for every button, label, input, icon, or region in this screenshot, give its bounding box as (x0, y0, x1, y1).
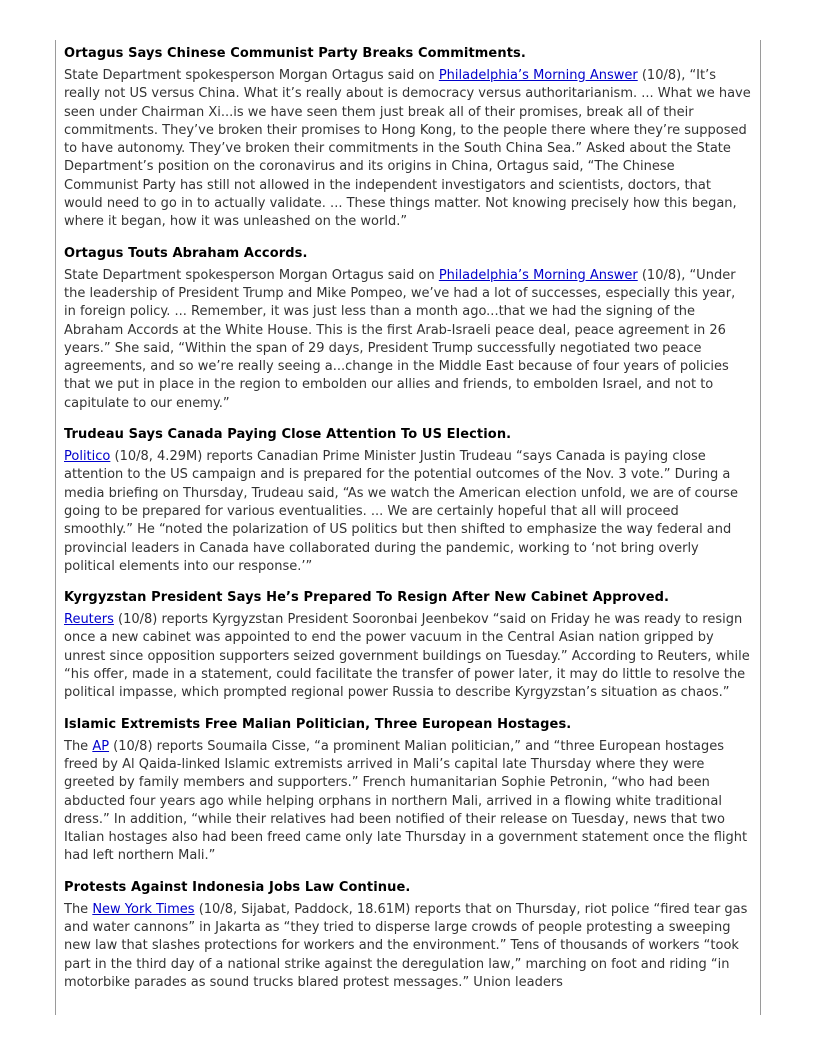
body-text: The (64, 738, 93, 754)
body-text: (10/8, Sijabat, Paddock, 18.61M) reports that on Thursday, riot police “fired tear gas and water cannons” in Jakarta as “they tried to disperse large crowds of people protesting a sweeping new law that slashes protections for workers and the environment.” Tens of thousands of workers “took part in the third day of a national strike against the deregulation law,” marching on foot and riding “in motorbike parades as sound trucks blared protest messages.” Union leaders (64, 901, 748, 990)
news-section (64, 426, 751, 576)
body-text: (10/8) reports Kyrgyzstan President Sooronbai Jeenbekov “said on Friday he was ready to resign once a new cabinet was appointed to end the power vacuum in the Central Asian nation gripped by unrest since opposition supporters seized government buildings on Tuesday.” According to Reuters, while “his offer, made in a statement, could facilitate the transfer of power later, it may do little to resolve the political impasse, which prompted regional power Russia to describe Kyrgyzstan’s situation as chaos.” (64, 612, 750, 701)
body-text: (10/8), “It’s really not US versus China. What it’s really about is democracy versus authoritarianism. ... What we have seen under Chairman Xi...is we have seen them just break all of their promises, break all of their commitments. They’ve broken their promises to Hong Kong, to the people there where they’re supposed to have autonomy. They’ve broken their commitments in the South China Sea.” Asked about the State Department’s position on the coronavirus and its origins in China, Ortagus said, “The Chinese Communist Party has still not allowed in the independent investigators and scientists, doctors, that would need to go in to actually validate. ... These things matter. Not knowing precisely how this began, where it began, how it was unleashed on the world.” (64, 68, 751, 230)
news-section (64, 879, 751, 992)
section-headline: Ortagus Touts Abraham Accords. (64, 245, 308, 261)
section-headline: Trudeau Says Canada Paying Close Attention To US Election. (64, 427, 512, 443)
body-text: (10/8) reports Soumaila Cisse, “a prominent Malian politician,” and “three European hostages freed by Al Qaida-linked Islamic extremists arrived in Mali’s capital late Thursday where they were greeted by family members and supporters.” French humanitarian Sophie Petronin, “who had been abducted four years ago while helping orphans in northern Mali, arrived in a flowing white traditional dress.” In addition, “while their relatives had been notified of their release on Tuesday, news that two Italian hostages also had been freed came only late Thursday in a government statement once the flight had left northern Mali.” (64, 738, 748, 864)
news-briefing-page (55, 40, 761, 1015)
body-text: (10/8), “Under the leadership of President Trump and Mike Pompeo, we’ve had a lot of successes, especially this year, in foreign policy. ... Remember, it was just less than a month ago...that we had the signing of the Abraham Accords at the White House. This is the first Arab-Israeli peace deal, peace agreement in 26 years.” She said, “Within the span of 29 days, President Trump successfully negotiated two peace agreements, and so we’re really seeing a...change in the Middle East because of four years of policies that we put in place in the region to embolden our allies and friends, to embolden Israel, and not to capitulate to our enemy.” (64, 267, 736, 411)
section-body (64, 448, 751, 576)
news-section (64, 245, 751, 413)
source-link[interactable]: New York Times (92, 901, 195, 917)
source-link[interactable]: Philadelphia’s Morning Answer (438, 68, 638, 83)
body-text: The (64, 901, 93, 917)
section-body (64, 267, 751, 413)
source-link[interactable]: Philadelphia’s Morning Answer (438, 267, 638, 283)
section-body (64, 611, 751, 702)
section-body (64, 67, 751, 232)
source-link[interactable]: Reuters (64, 612, 114, 628)
news-section (64, 589, 751, 702)
news-section (64, 45, 751, 232)
source-link[interactable]: Politico (64, 449, 111, 465)
body-text: State Department spokesperson Morgan Ortagus said on (64, 267, 439, 283)
section-headline: Kyrgyzstan President Says He’s Prepared To Resign After New Cabinet Approved. (64, 590, 670, 606)
section-headline: Protests Against Indonesia Jobs Law Continue. (64, 879, 411, 895)
body-text: State Department spokesperson Morgan Ortagus said on (64, 68, 439, 83)
section-headline: Ortagus Says Chinese Communist Party Breaks Commitments. (64, 46, 526, 61)
body-text: (10/8, 4.29M) reports Canadian Prime Minister Justin Trudeau “says Canada is paying close attention to the US campaign and is prepared for the potential outcomes of the Nov. 3 vote.” During a media briefing on Thursday, Trudeau said, “As we watch the American election unfold, we are of course going to be prepared for various eventualities. ... We are certainly hopeful that all will proceed smoothly.” He “noted the polarization of US politics but then shifted to emphasize the way federal and provincial leaders in Canada have collaborated during the pandemic, working to ‘not bring overly political elements into our response.’” (64, 449, 739, 574)
section-body (64, 901, 751, 992)
news-section (64, 716, 751, 866)
section-headline: Islamic Extremists Free Malian Politician, Three European Hostages. (64, 716, 572, 732)
source-link[interactable]: AP (92, 738, 110, 754)
section-body (64, 738, 751, 866)
